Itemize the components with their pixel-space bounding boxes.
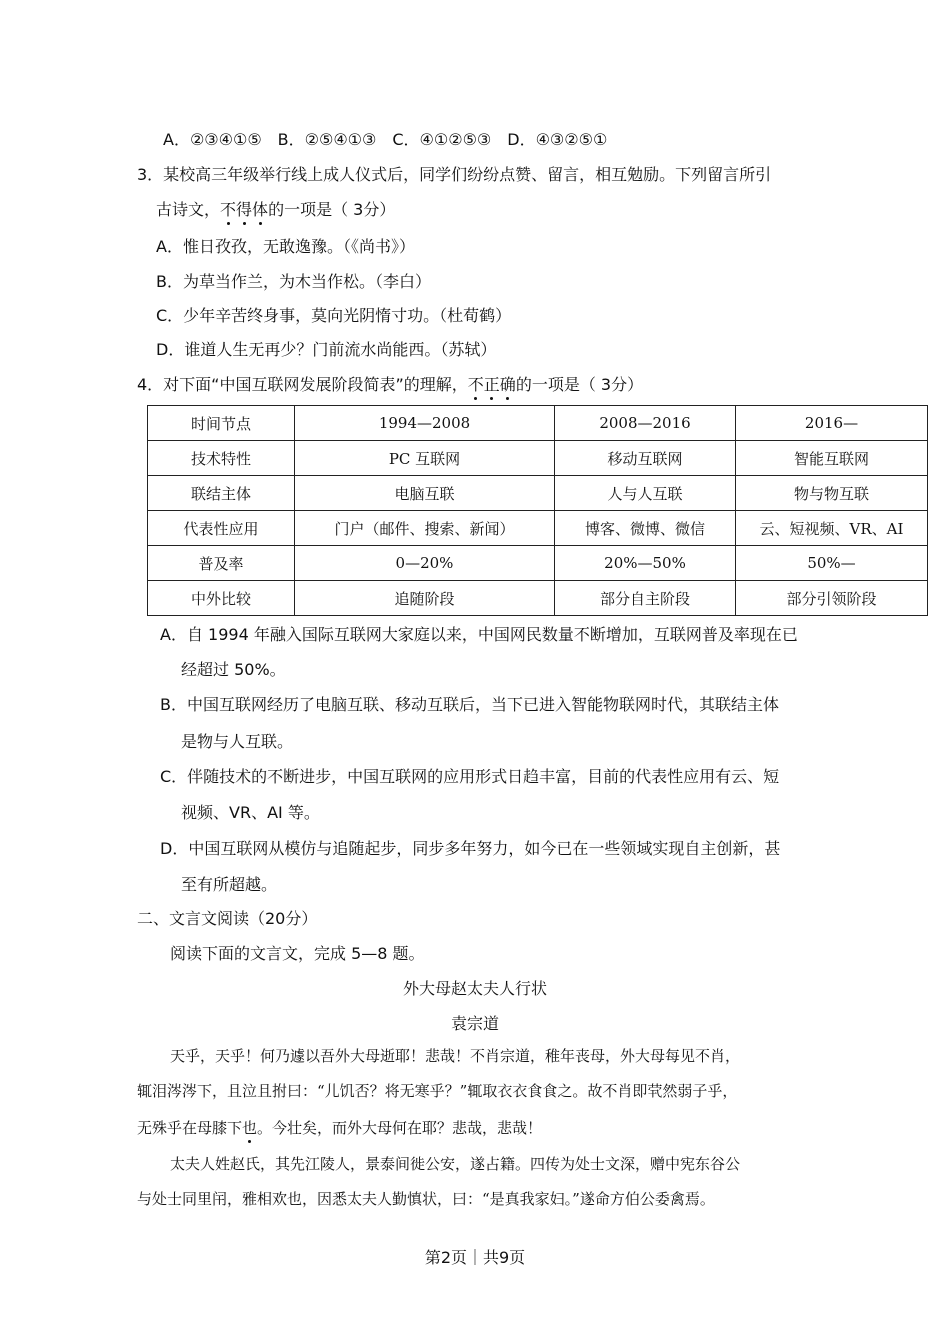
table-cell: 技术特性	[148, 441, 295, 476]
table-cell: 追随阶段	[295, 581, 555, 616]
table-cell: 门户（邮件、搜索、新闻）	[295, 511, 555, 546]
emphasis-char: 体	[252, 197, 268, 220]
q4-option-d-line1: D．中国互联网从模仿与追随起步，同步多年努力，如今已在一些领域实现自主创新，甚	[160, 839, 781, 858]
emphasis-char: 确	[500, 372, 516, 395]
q4-stem-emphasis	[468, 375, 516, 394]
table-cell: 电脑互联	[295, 476, 555, 511]
q3-option-d: D．谁道人生无再少？门前流水尚能西。（苏轼）	[156, 340, 497, 359]
emphasis-char: 不	[468, 372, 484, 395]
emphasis-char: 不	[220, 197, 236, 220]
table-cell: 智能互联网	[736, 441, 928, 476]
q4-stem-prefix: 4．对下面“中国互联网发展阶段简表”的理解，	[137, 375, 468, 394]
q4-stem-suffix: 的一项是（ 3分）	[515, 375, 644, 394]
q3-stem-line2	[156, 197, 395, 220]
table-cell: 移动互联网	[555, 441, 736, 476]
table-cell: 云、短视频、VR、AI	[736, 511, 928, 546]
table-cell: 1994—2008	[295, 406, 555, 441]
passage-author: 袁宗道	[450, 1014, 499, 1033]
q3-option-b: B．为草当作兰，为木当作松。（李白）	[156, 272, 431, 291]
q3-stem-prefix: 古诗文，	[156, 200, 221, 219]
passage-p1-line3-prefix: 无殊乎在母膝下	[137, 1119, 243, 1137]
table-row	[148, 406, 928, 441]
passage-p1-line2: 辄泪涔涔下，且泣且拊曰：“儿饥否？将无寒乎？”辄取衣衣食食之。故不肖即茕然弱子乎，	[137, 1082, 738, 1100]
passage-p1-line3-suffix: 。今壮矣，而外大母何在耶？悲哉，悲哉！	[257, 1119, 543, 1137]
q4-option-c-line1: C．伴随技术的不断进步，中国互联网的应用形式日趋丰富，目前的代表性应用有云、短	[160, 767, 780, 786]
q4-option-d-line2: 至有所超越。	[181, 875, 278, 894]
q4-option-c-line2: 视频、VR、AI 等。	[181, 803, 320, 822]
passage-p2-line2: 与处士同里闬，雅相欢也，因悉太夫人勤慎状，曰：“是真我家妇。”遂命方伯公委禽焉。	[137, 1190, 715, 1208]
q3-option-c: C．少年辛苦终身事，莫向光阴惰寸功。（杜荀鹤）	[156, 306, 512, 325]
table-cell: 物与物互联	[736, 476, 928, 511]
passage-title: 外大母赵太夫人行状	[402, 979, 547, 998]
table-cell: PC 互联网	[295, 441, 555, 476]
table-cell: 2008—2016	[555, 406, 736, 441]
q2-options: A．②③④①⑤ B．②⑤④①③ C．④①②⑤③ D．④③②⑤①	[163, 130, 608, 149]
table-cell: 联结主体	[148, 476, 295, 511]
q4-stem	[137, 372, 643, 395]
table-cell: 50%—	[736, 546, 928, 581]
table-row	[148, 581, 928, 616]
passage-p1-line3-emphasis: 也	[242, 1119, 258, 1137]
table-row	[148, 476, 928, 511]
passage-p1-line1: 天乎，天乎！何乃遽以吾外大母逝耶！悲哉！不肖宗道，稚年丧母，外大母每见不肖，	[170, 1047, 741, 1065]
table-cell: 0—20%	[295, 546, 555, 581]
passage-p1-line3	[137, 1117, 542, 1138]
q3-stem-suffix: 的一项是（ 3分）	[268, 200, 396, 219]
table-cell: 人与人互联	[555, 476, 736, 511]
table-cell: 代表性应用	[148, 511, 295, 546]
q3-option-a: A．惟日孜孜，无敢逸豫。（《尚书》）	[156, 237, 415, 256]
table-cell: 中外比较	[148, 581, 295, 616]
internet-development-table	[147, 405, 928, 616]
table-cell: 普及率	[148, 546, 295, 581]
q4-option-b-line2: 是物与人互联。	[181, 732, 294, 751]
table-cell: 时间节点	[148, 406, 295, 441]
q4-option-b-line1: B．中国互联网经历了电脑互联、移动互联后，当下已进入智能物联网时代，其联结主体	[160, 695, 779, 714]
q4-option-a-line1: A．自 1994 年融入国际互联网大家庭以来，中国网民数量不断增加，互联网普及率现在已	[160, 625, 798, 644]
page-footer: 第2页｜共9页	[424, 1248, 526, 1267]
emphasis-char: 正	[484, 372, 500, 395]
q3-stem-emphasis	[220, 200, 268, 219]
table-row	[148, 511, 928, 546]
table-cell: 2016—	[736, 406, 928, 441]
q3-stem-line1: 3．某校高三年级举行线上成人仪式后，同学们纷纷点赞、留言，相互勉励。下列留言所引	[137, 165, 772, 184]
table-cell: 20%—50%	[555, 546, 736, 581]
emphasis-char: 得	[236, 197, 252, 220]
table-row	[148, 441, 928, 476]
table-row	[148, 546, 928, 581]
table-cell: 部分自主阶段	[555, 581, 736, 616]
table-cell: 部分引领阶段	[736, 581, 928, 616]
passage-p2-line1: 太夫人姓赵氏，其先江陵人，景泰间徙公安，遂占籍。四传为处士文深，赠中宪东谷公	[170, 1155, 741, 1173]
q4-option-a-line2: 经超过 50%。	[181, 660, 286, 679]
section-heading: 二、文言文阅读（20分）	[137, 909, 318, 928]
section-instruction: 阅读下面的文言文，完成 5—8 题。	[170, 944, 425, 963]
table-cell: 博客、微博、微信	[555, 511, 736, 546]
